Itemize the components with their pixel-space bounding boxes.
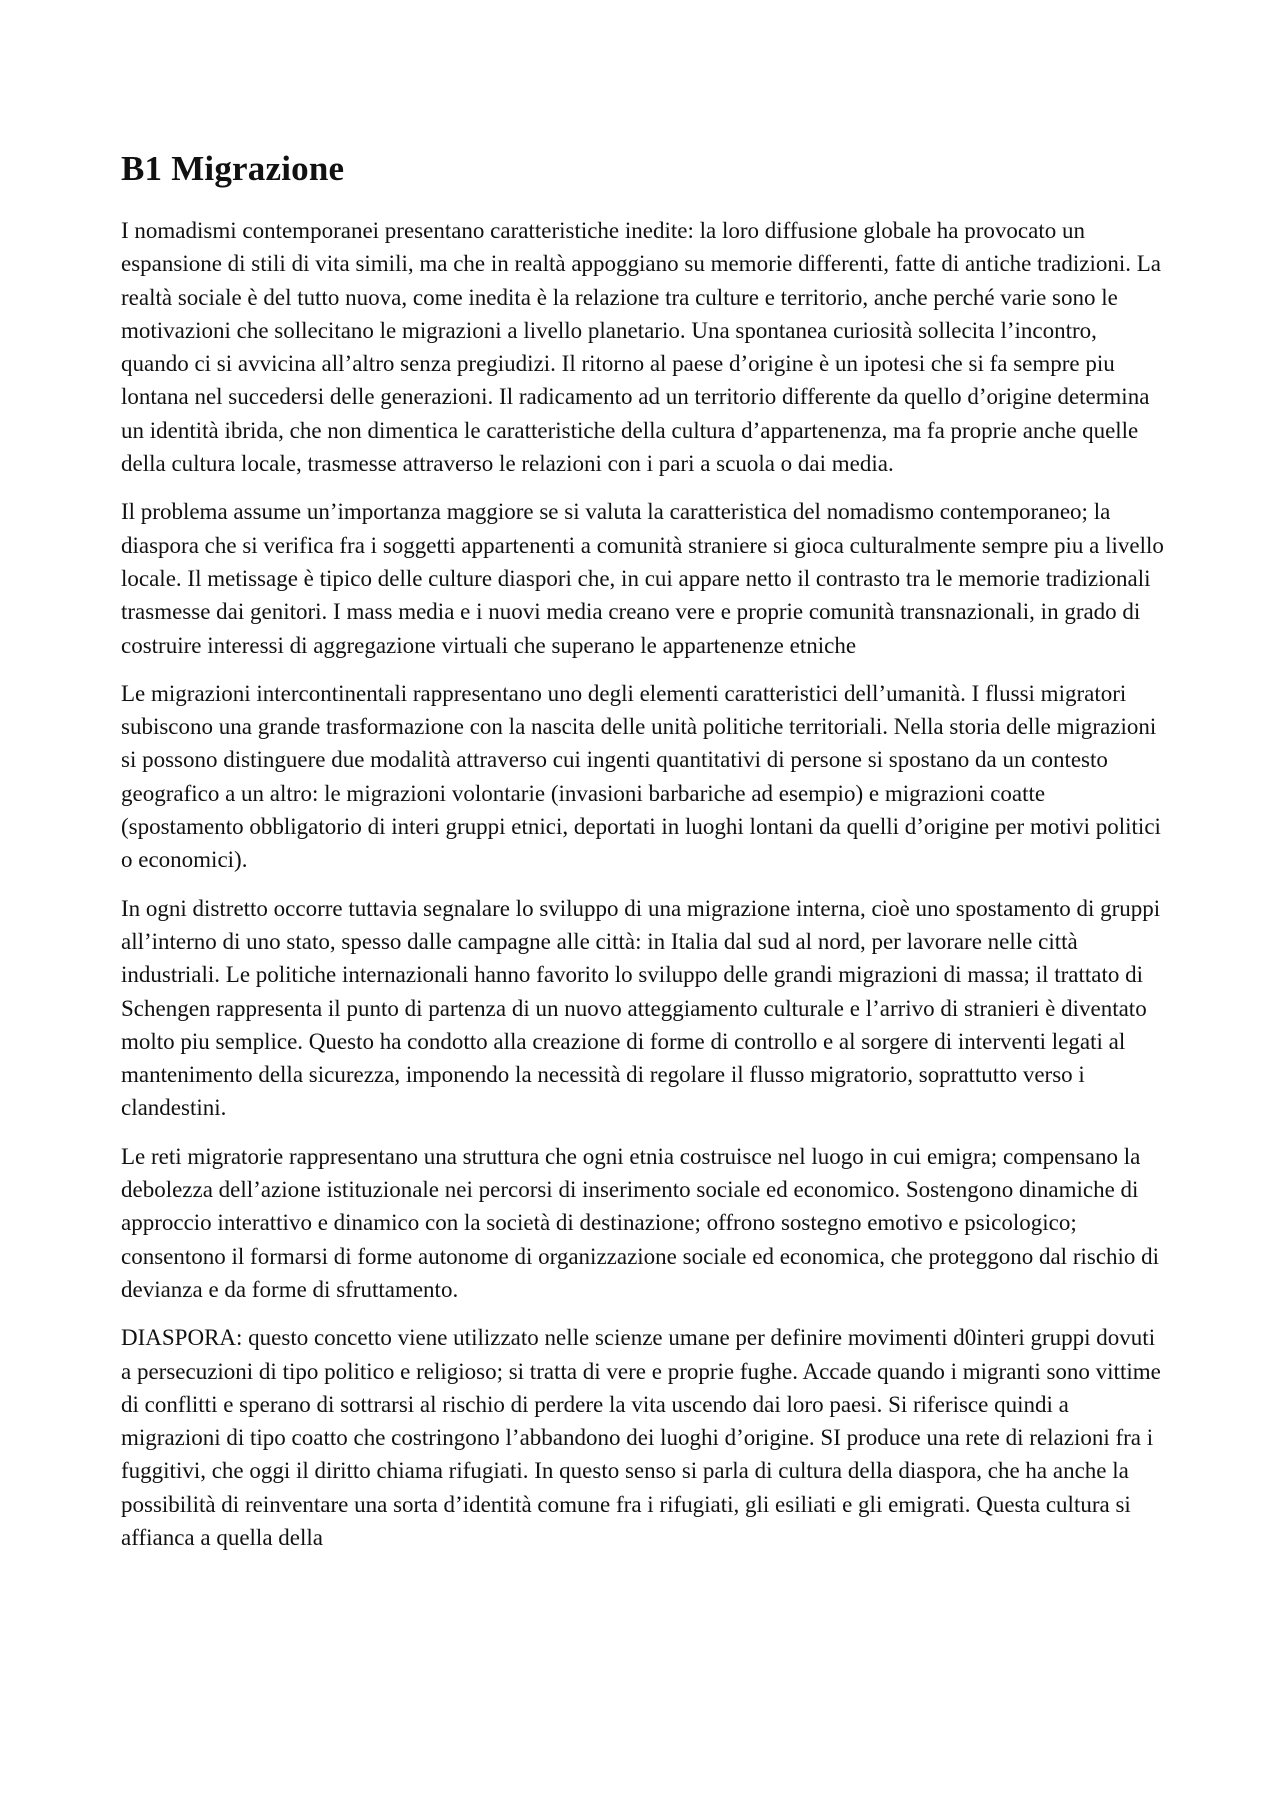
document-title: B1 Migrazione	[121, 149, 345, 188]
paragraph-nomadismi: I nomadismi contemporanei presentano caratteristiche inedite: la loro diffusione globale ha provocato un espansione di stili di vita simili, ma che in realtà appoggiano su memorie differenti, fatte di antiche tradizioni. La realtà sociale è del tutto nuova, come inedita è la relazione tra culture e territorio, anche perché varie sono le motivazioni che sollecitano le migrazioni a livello planetario. Una spontanea curiosità sollecita l’incontro, quando ci si avvicina all’altro senza pregiudizi. Il ritorno al paese d’origine è un ipotesi che si fa sempre piu lontana nel succedersi delle generazioni. Il radicamento ad un territorio differente da quello d’origine determina un identità ibrida, che non dimentica le caratteristiche della cultura d’appartenenza, ma fa proprie anche quelle della cultura locale, trasmesse attraverso le relazioni con i pari a scuola o dai media.	[121, 218, 1162, 477]
paragraph-migrazione-interna: In ogni distretto occorre tuttavia segnalare lo sviluppo di una migrazione interna, cioè uno spostamento di gruppi all’interno di uno stato, spesso dalle campagne alle città: in Italia dal sud al nord, per lavorare nelle città industriali. Le politiche internazionali hanno favorito lo sviluppo delle grandi migrazioni di massa; il trattato di Schengen rappresenta il punto di partenza di un nuovo atteggiamento culturale e l’arrivo di stranieri è diventato molto piu semplice. Questo ha condotto alla creazione di forme di controllo e al sorgere di interventi legati al mantenimento della sicurezza, imponendo la necessità di regolare il flusso migratorio, soprattutto verso i clandestini.	[121, 895, 1161, 1121]
paragraph-diaspora: DIASPORA: questo concetto viene utilizzato nelle scienze umane per definire movimenti d0interi gruppi dovuti a persecuzioni di tipo politico e religioso; si tratta di vere e proprie fughe. Accade quando i migranti sono vittime di conflitti e sperano di sottrarsi al rischio di perdere la vita uscendo dai loro paesi. Si riferisce quindi a migrazioni di tipo coatto che costringono l’abbandono dei luoghi d’origine. SI produce una rete di relazioni fra i fuggitivi, che oggi il diritto chiama rifugiati. In questo senso si parla di cultura della diaspora, che ha anche la possibilità di reinventare una sorta d’identità comune fra i rifugiati, gli esiliati e gli emigrati. Questa cultura si affianca a quella della	[121, 1325, 1161, 1550]
paragraph-reti-migratorie: Le reti migratorie rappresentano una struttura che ogni etnia costruisce nel luogo in cui emigra; compensano la debolezza dell’azione istituzionale nei percorsi di inserimento sociale ed economico. Sostengono dinamiche di approccio interattivo e dinamico con la società di destinazione; offrono sostegno emotivo e psicologico; consentono il formarsi di forme autonome di organizzazione sociale ed economica, che proteggono dal rischio di devianza e da forme di sfruttamento.	[121, 1143, 1160, 1302]
paragraph-migrazioni-intercontinentali: Le migrazioni intercontinentali rappresentano uno degli elementi caratteristici dell’umanità. I flussi migratori subiscono una grande trasformazione con la nascita delle unità politiche territoriali. Nella storia delle migrazioni si possono distinguere due modalità attraverso cui ingenti quantitativi di persone si spostano da un contesto geografico a un altro: le migrazioni volontarie (invasioni barbariche ad esempio) e migrazioni coatte (spostamento obbligatorio di interi gruppi etnici, deportati in luoghi lontani da quelli d’origine per motivi politici o economici).	[121, 680, 1161, 873]
paragraph-problema: Il problema assume un’importanza maggiore se si valuta la caratteristica del nomadismo contemporaneo; la diaspora che si verifica fra i soggetti appartenenti a comunità straniere si gioca culturalmente sempre piu a livello locale. Il metissage è tipico delle culture diaspori che, in cui appare netto il contrasto tra le memorie tradizionali trasmesse dai genitori. I mass media e i nuovi media creano vere e proprie comunità transnazionali, in grado di costruire interessi di aggregazione virtuali che superano le appartenenze etniche	[121, 499, 1164, 658]
document-body	[121, 148, 1166, 1569]
